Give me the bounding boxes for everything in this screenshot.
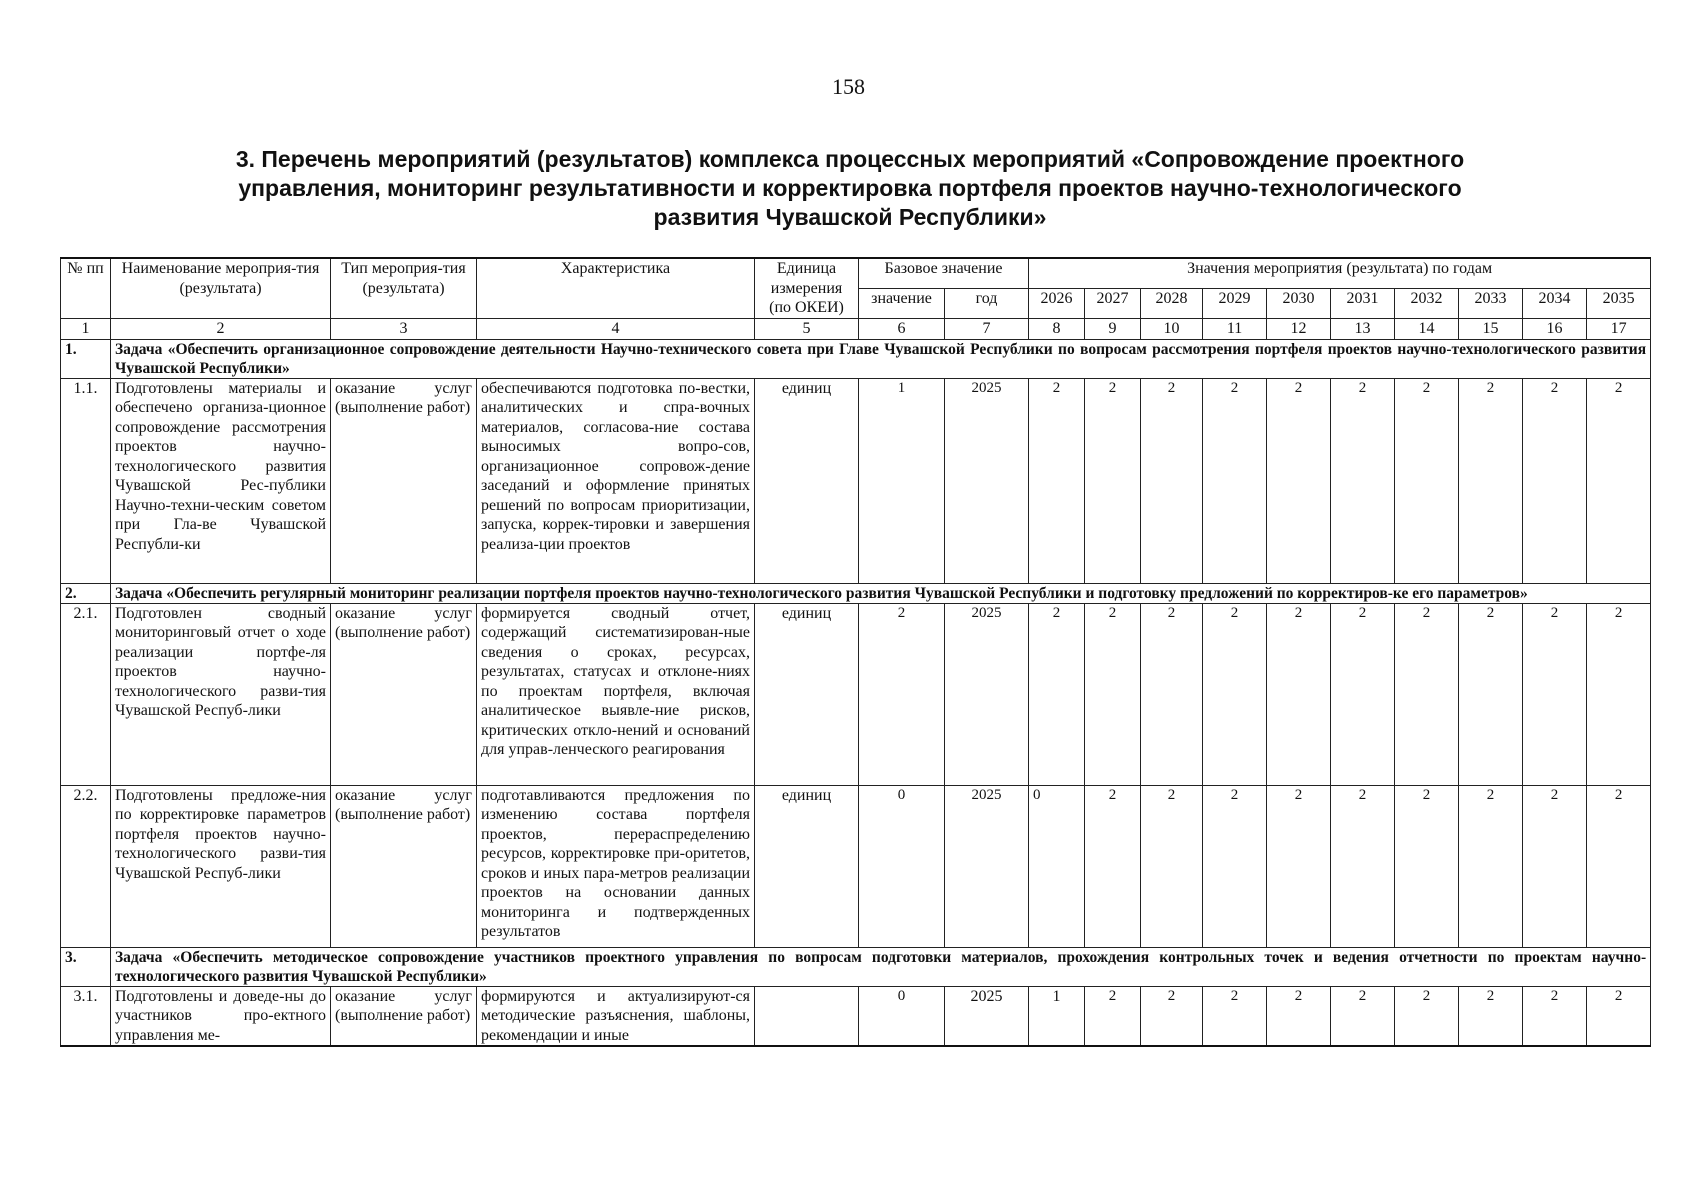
header-by-years: Значения мероприятия (результата) по годам [1029, 258, 1651, 288]
table-row [61, 603, 1651, 785]
row-year-value: 2 [1085, 378, 1141, 583]
row-year-value: 2 [1203, 785, 1267, 947]
header-year: 2031 [1331, 288, 1395, 318]
row-year-value: 2 [1029, 378, 1085, 583]
row-number: 2.2. [61, 785, 111, 947]
row-year-value: 2 [1085, 785, 1141, 947]
row-base-value: 1 [859, 378, 945, 583]
table-row [61, 785, 1651, 947]
header-year: 2027 [1085, 288, 1141, 318]
row-year-value: 2 [1267, 986, 1331, 1046]
header-year: 2034 [1523, 288, 1587, 318]
header-year: 2032 [1395, 288, 1459, 318]
table-row [61, 378, 1651, 583]
heading-line: управления, мониторинг результативности и корректировка портфеля проектов научно-технологического [238, 175, 1462, 201]
column-number: 1 [61, 318, 111, 339]
row-year-value: 2 [1203, 603, 1267, 785]
header-year: 2026 [1029, 288, 1085, 318]
column-number: 4 [477, 318, 755, 339]
task-row [61, 339, 1651, 378]
row-year-value: 2 [1085, 986, 1141, 1046]
row-base-value: 0 [859, 785, 945, 947]
row-year-value: 2 [1141, 785, 1203, 947]
row-characteristic: подготавливаются предложения по изменению состава портфеля проектов, перераспределению ресурсов, корректировке при-оритетов, сроков и иных пара-метров реализации проектов на основании данных мониторинга и подтвержденных результатов [477, 785, 755, 947]
row-characteristic: формируется сводный отчет, содержащий систематизирован-ные сведения о сроках, ресурсах, результатах, статусах и отклоне-ниях по проектам портфеля, включая аналитическое выявле-ние рисков, критических откло-нений и оснований для управ-ленческого реагирования [477, 603, 755, 785]
row-unit: единиц [755, 785, 859, 947]
row-year-value: 2 [1267, 785, 1331, 947]
row-year-value: 2 [1523, 785, 1587, 947]
column-number: 3 [331, 318, 477, 339]
column-number-row [61, 318, 1651, 339]
column-number: 11 [1203, 318, 1267, 339]
column-number: 2 [111, 318, 331, 339]
activities-table [60, 257, 1651, 1047]
row-unit: единиц [755, 378, 859, 583]
row-year-value: 2 [1085, 603, 1141, 785]
column-number: 7 [945, 318, 1029, 339]
row-type: оказание услуг (выполнение работ) [331, 785, 477, 947]
header-type: Тип мероприя-тия (результата) [331, 258, 477, 318]
row-number: 2.1. [61, 603, 111, 785]
row-year-value: 2 [1587, 378, 1651, 583]
row-year-value: 2 [1523, 603, 1587, 785]
table-row [61, 986, 1651, 1046]
column-number: 8 [1029, 318, 1085, 339]
page-number: 158 [832, 74, 865, 99]
row-type: оказание услуг (выполнение работ) [331, 603, 477, 785]
row-unit: единиц [755, 603, 859, 785]
task-row [61, 583, 1651, 603]
row-year-value: 2 [1029, 603, 1085, 785]
row-name: Подготовлены и доведе-ны до участников про-ектного управления ме- [111, 986, 331, 1046]
row-year-value: 2 [1267, 378, 1331, 583]
row-year-value: 2 [1331, 603, 1395, 785]
row-year-value: 2 [1395, 603, 1459, 785]
header-year: 2030 [1267, 288, 1331, 318]
header-unit: Единица измерения (по ОКЕИ) [755, 258, 859, 318]
row-year-value: 2 [1141, 378, 1203, 583]
row-number: 1.1. [61, 378, 111, 583]
header-base-value: значение [859, 288, 945, 318]
row-base-year: 2025 [945, 603, 1029, 785]
column-number: 17 [1587, 318, 1651, 339]
header-characteristic: Характеристика [477, 258, 755, 318]
header-name: Наименование мероприя-тия (результата) [111, 258, 331, 318]
task-title: Задача «Обеспечить организационное сопровождение деятельности Научно-технического совета при Главе Чувашской Республики по вопросам рассмотрения портфеля проектов научно-технологического развития Чувашской Республики» [111, 339, 1651, 378]
row-year-value: 2 [1331, 378, 1395, 583]
row-number: 3.1. [61, 986, 111, 1046]
row-name: Подготовлен сводный мониторинговый отчет о ходе реализации портфе-ля проектов научно-технологического разви-тия Чувашской Респуб-лики [111, 603, 331, 785]
heading-line: 3. Перечень мероприятий (результатов) комплекса процессных мероприятий «Сопровождение проектного [235, 146, 1465, 172]
row-year-value: 2 [1141, 603, 1203, 785]
row-name: Подготовлены предложе-ния по корректировке параметров портфеля проектов научно-технологического разви-тия Чувашской Респуб-лики [111, 785, 331, 947]
row-characteristic: обеспечиваются подготовка по-вестки, аналитических и спра-вочных материалов, согласова-ние состава выносимых вопро-сов, организационное сопровож-дение заседаний и оформление принятых решений по вопросам приоритизации, запуска, коррек-тировки и завершения реализа-ции проектов [477, 378, 755, 583]
task-number: 3. [61, 947, 111, 986]
row-base-year: 2025 [945, 986, 1029, 1046]
row-year-value: 2 [1395, 785, 1459, 947]
row-year-value: 2 [1395, 986, 1459, 1046]
row-year-value: 2 [1587, 785, 1651, 947]
task-title: Задача «Обеспечить регулярный мониторинг реализации портфеля проектов научно-технологического развития Чувашской Республики и подготовку предложений по корректиров-ке его параметров» [111, 583, 1651, 603]
row-name: Подготовлены материалы и обеспечено организа-ционное сопровождение рассмотрения проектов научно-технологического развития Чувашской Рес-публики Научно-техни-ческим советом при Гла-ве Чувашской Республи-ки [111, 378, 331, 583]
document-heading [190, 145, 1510, 232]
row-base-year: 2025 [945, 785, 1029, 947]
row-year-value: 2 [1459, 986, 1523, 1046]
row-characteristic: формируются и актуализируют-ся методические разъяснения, шаблоны, рекомендации и иные [477, 986, 755, 1046]
row-base-value: 0 [859, 986, 945, 1046]
row-year-value: 2 [1587, 986, 1651, 1046]
header-base-year: год [945, 288, 1029, 318]
row-type: оказание услуг (выполнение работ) [331, 378, 477, 583]
column-number: 14 [1395, 318, 1459, 339]
row-year-value: 2 [1203, 986, 1267, 1046]
row-type: оказание услуг (выполнение работ) [331, 986, 477, 1046]
row-year-value: 2 [1331, 986, 1395, 1046]
column-number: 5 [755, 318, 859, 339]
heading-line: развития Чувашской Республики» [653, 204, 1047, 230]
row-year-value: 2 [1587, 603, 1651, 785]
column-number: 6 [859, 318, 945, 339]
table-header-row [61, 258, 1651, 288]
header-year: 2028 [1141, 288, 1203, 318]
column-number: 16 [1523, 318, 1587, 339]
task-number: 2. [61, 583, 111, 603]
row-base-value: 2 [859, 603, 945, 785]
row-year-value: 2 [1203, 378, 1267, 583]
row-year-value: 2 [1141, 986, 1203, 1046]
row-base-year: 2025 [945, 378, 1029, 583]
row-year-value: 2 [1267, 603, 1331, 785]
task-title: Задача «Обеспечить методическое сопровождение участников проектного управления по вопросам подготовки материалов, прохождения контрольных точек и ведения отчетности по проектам научно-технологического развития Чувашской Республики» [111, 947, 1651, 986]
column-number: 9 [1085, 318, 1141, 339]
column-number: 10 [1141, 318, 1203, 339]
row-year-value: 2 [1395, 378, 1459, 583]
header-year: 2033 [1459, 288, 1523, 318]
header-num: № пп [61, 258, 111, 318]
task-number: 1. [61, 339, 111, 378]
header-year: 2029 [1203, 288, 1267, 318]
column-number: 12 [1267, 318, 1331, 339]
row-year-value: 2 [1523, 986, 1587, 1046]
row-year-value: 2 [1459, 378, 1523, 583]
row-year-value: 0 [1029, 785, 1085, 947]
row-year-value: 1 [1029, 986, 1085, 1046]
column-number: 13 [1331, 318, 1395, 339]
row-year-value: 2 [1523, 378, 1587, 583]
column-number: 15 [1459, 318, 1523, 339]
row-year-value: 2 [1331, 785, 1395, 947]
row-unit [755, 986, 859, 1046]
header-base: Базовое значение [859, 258, 1029, 288]
task-row [61, 947, 1651, 986]
header-year: 2035 [1587, 288, 1651, 318]
row-year-value: 2 [1459, 603, 1523, 785]
row-year-value: 2 [1459, 785, 1523, 947]
